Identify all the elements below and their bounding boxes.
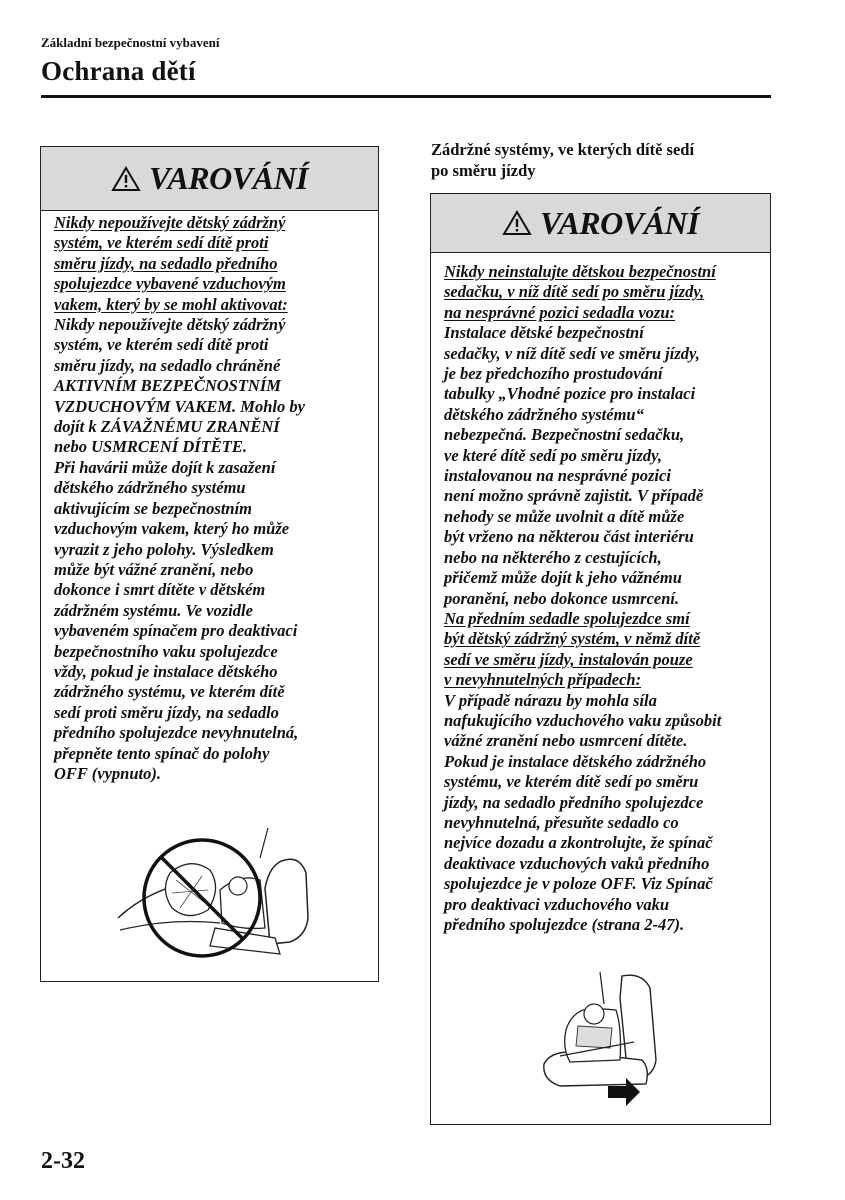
right-warning-header [431, 194, 770, 253]
right-warning-title: VAROVÁNÍ [539, 204, 699, 241]
text-line: poranění, nebo dokonce usmrcení. [444, 588, 680, 608]
text-line: OFF (vypnuto). [54, 763, 161, 783]
heading-line: Zádržné systémy, ve kterých dítě sedí [431, 140, 695, 159]
right-warning-text [444, 262, 721, 935]
forward-facing-seat-illustration [530, 968, 680, 1113]
text-line: systém, ve kterém sedí dítě proti [54, 335, 269, 355]
text-line: ve které dítě sedí po směru jízdy, [444, 445, 662, 465]
text-line: nafukujícího vzduchového vaku způsobit [444, 710, 722, 730]
text-line: nebo na některého z cestujících, [444, 547, 662, 567]
text-line: je bez předchozího prostudování [444, 364, 663, 384]
text-line: přičemž může dojít k jeho vážnému [444, 568, 682, 588]
text-line: na nesprávné pozici sedadla vozu: [444, 302, 675, 322]
text-line: dětského zádržného systému [54, 478, 246, 498]
rear-facing-seat-prohibited-illustration [110, 818, 320, 968]
text-line: vakem, který by se mohl aktivovat: [54, 294, 288, 314]
text-line: dojít k ZÁVAŽNÉMU ZRANĚNÍ [54, 417, 280, 437]
text-line: sedí ve směru jízdy, instalován pouze [444, 649, 693, 669]
text-line: vybaveném spínačem pro deaktivaci [54, 621, 298, 641]
text-line: nehody se může uvolnit a dítě může [444, 506, 685, 526]
page-title: Ochrana dětí [41, 56, 196, 86]
text-line: V případě nárazu by mohla síla [444, 690, 657, 710]
page-number: 2-32 [41, 1148, 85, 1174]
left-warning-title: VAROVÁNÍ [148, 160, 308, 196]
text-line: předního spolujezdce nevyhnutelná, [54, 723, 299, 743]
text-line: směru jízdy, na sedadlo chráněné [54, 355, 281, 375]
left-warning-body [54, 315, 305, 784]
text-line: spolujezdce vybavené vzduchovým [54, 274, 286, 294]
left-warning-lead [54, 213, 305, 315]
text-line: Při havárii může dojít k zasažení [54, 457, 276, 477]
text-line: sedačky, v níž dítě sedí ve směru jízdy, [444, 343, 700, 363]
text-line: nevyhnutelná, přesuňte sedadlo co [444, 812, 679, 832]
text-line: Nikdy nepoužívejte dětský zádržný [54, 315, 286, 335]
text-line: může být vážné zranění, nebo [54, 559, 254, 579]
right-warning-body-1 [444, 323, 721, 609]
text-line: Na předním sedadle spolujezdce smí [444, 608, 690, 628]
right-warning-body-2 [444, 691, 721, 936]
text-line: sedačku, v níž dítě sedí po směru jízdy, [444, 282, 705, 302]
warning-triangle-icon [502, 210, 532, 236]
text-line: směru jízdy, na sedadlo předního [54, 253, 278, 273]
text-line: Nikdy neinstalujte dětskou bezpečnostní [444, 262, 716, 281]
text-line: není možno správně zajistit. V případě [444, 486, 704, 506]
text-line: jízdy, na sedadlo předního spolujezdce [444, 792, 704, 812]
left-warning-header [41, 147, 378, 211]
text-line: dětského zádržného systému“ [444, 404, 644, 424]
text-line: zádržného systému, ve kterém dítě [54, 682, 285, 702]
text-line: předního spolujezdce (strana 2-47). [444, 915, 685, 934]
text-line: systém, ve kterém sedí dítě proti [54, 233, 269, 253]
text-line: instalovanou na nesprávné pozici [444, 466, 671, 486]
title-divider [41, 95, 771, 98]
text-line: v nevyhnutelných případech: [444, 670, 642, 690]
text-line: vyrazit z jeho polohy. Výsledkem [54, 539, 274, 559]
text-line: nebezpečná. Bezpečnostní sedačku, [444, 425, 685, 445]
section-label: Základní bezpečnostní vybavení [41, 35, 220, 50]
text-line: pro deaktivaci vzduchového vaku [444, 894, 670, 914]
text-line: vážné zranění nebo usmrcení dítěte. [444, 731, 688, 751]
text-line: být vrženo na některou část interiéru [444, 527, 694, 547]
text-line: bezpečnostního vaku spolujezdce [54, 641, 278, 661]
left-warning-text [54, 213, 305, 784]
text-line: vzduchovým vakem, který ho může [54, 519, 290, 539]
text-line: dokonce i smrt dítěte v dětském [54, 580, 266, 600]
text-line: zádržném systému. Ve vozidle [54, 600, 253, 620]
text-line: AKTIVNÍM BEZPEČNOSTNÍM [54, 376, 281, 396]
text-line: tabulky „Vhodné pozice pro instalaci [444, 384, 696, 404]
text-line: nejvíce dozadu a zkontrolujte, že spínač [444, 833, 713, 853]
text-line: nebo USMRCENÍ DÍTĚTE. [54, 437, 247, 457]
right-warning-lead-2 [444, 609, 721, 691]
text-line: deaktivace vzduchových vaků předního [444, 853, 710, 873]
text-line: aktivujícím se bezpečnostním [54, 498, 252, 518]
text-line: Pokud je instalace dětského zádržného [444, 751, 707, 771]
text-line: Instalace dětské bezpečnostní [444, 323, 644, 343]
text-line: být dětský zádržný systém, v němž dítě [444, 629, 701, 649]
text-line: VZDUCHOVÝM VAKEM. Mohlo by [54, 396, 305, 416]
text-line: sedí proti směru jízdy, na sedadlo [54, 702, 279, 722]
text-line: Nikdy nepoužívejte dětský zádržný [54, 213, 286, 232]
right-column-heading [431, 140, 694, 181]
text-line: spolujezdce je v poloze OFF. Viz Spínač [444, 874, 713, 894]
heading-line: po směru jízdy [431, 160, 536, 180]
right-warning-lead-1 [444, 262, 721, 323]
text-line: vždy, pokud je instalace dětského [54, 661, 278, 681]
warning-triangle-icon [111, 166, 141, 192]
text-line: systému, ve kterém dítě sedí po směru [444, 772, 699, 792]
text-line: přepněte tento spínač do polohy [54, 743, 270, 763]
